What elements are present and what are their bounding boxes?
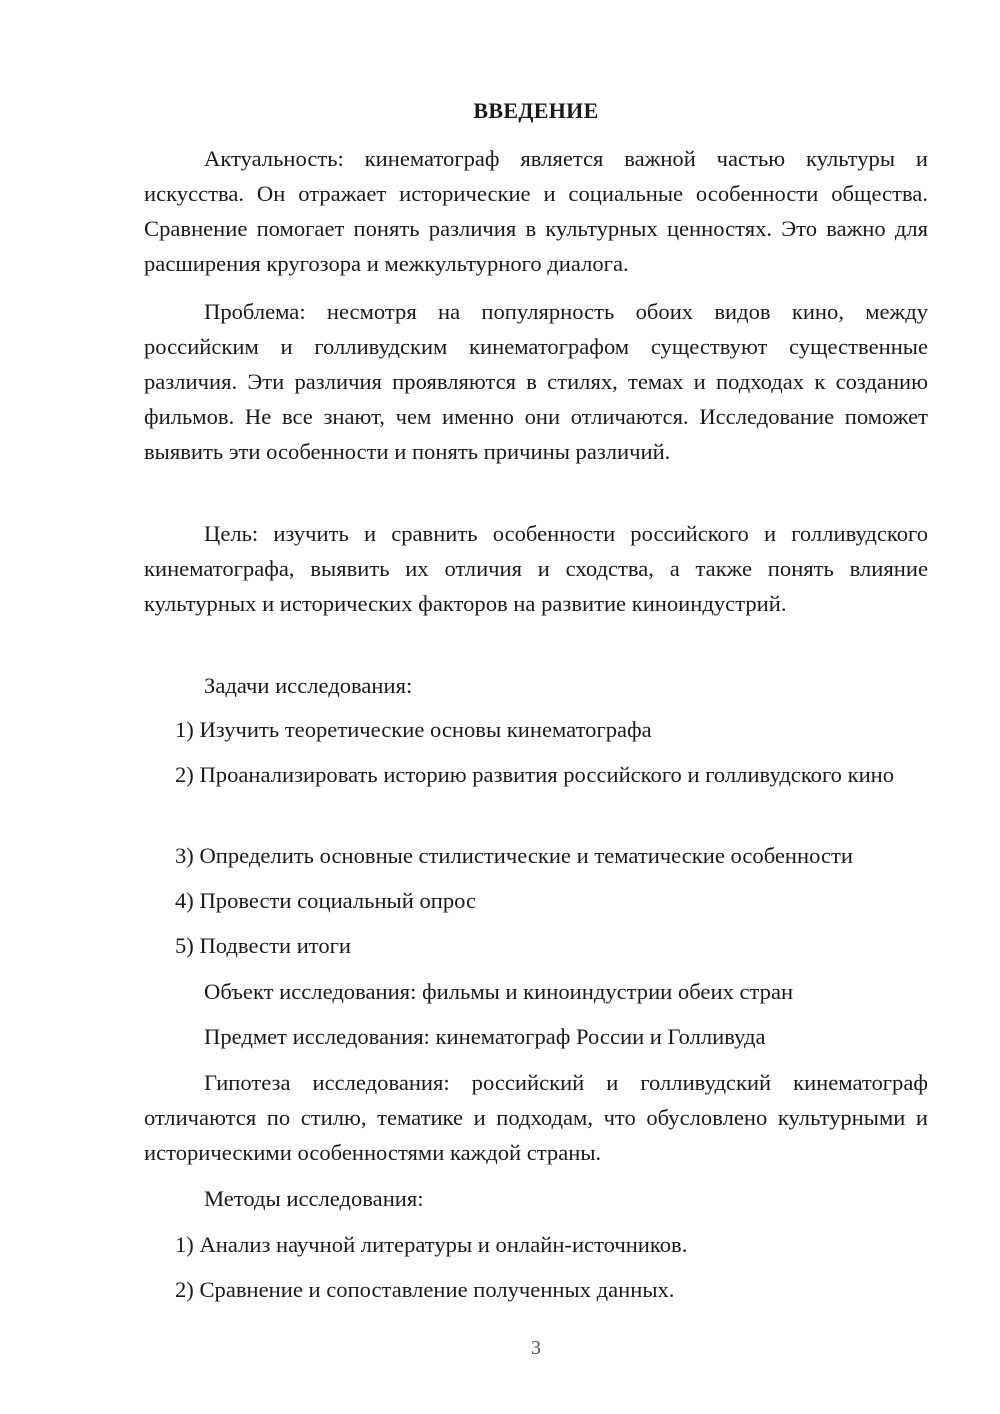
hypothesis-paragraph: Гипотеза исследования: российский и голливудский кинематограф отличаются по стилю, тематике и подходам, что обусловлено культурными и историческими особенностями каждой страны. <box>144 1070 928 1165</box>
methods-heading: Методы исследования: <box>204 1186 424 1211</box>
object-line: Объект исследования: фильмы и киноиндустрии обеих стран <box>204 979 794 1004</box>
subject-line: Предмет исследования: кинематограф России и Голливуда <box>204 1024 766 1049</box>
relevance-paragraph: Актуальность: кинематограф является важной частью культуры и искусства. Он отражает исторические и социальные особенности общества. Сравнение помогает понять различия в культурных ценностях. Это важно для расширения кругозора и межкультурного диалога. <box>144 146 928 276</box>
section-title: ВВЕДЕНИЕ <box>473 98 599 123</box>
goal-paragraph: Цель: изучить и сравнить особенности российского и голливудского кинематографа, выявить их отличия и сходства, а также понять влияние культурных и исторических факторов на развитие киноиндустрий. <box>144 521 928 616</box>
problem-paragraph: Проблема: несмотря на популярность обоих видов кино, между российским и голливудским кинематографом существуют существенные различия. Эти различия проявляются в стилях, темах и подходах к созданию фильмов. Не все знают, чем именно они отличаются. Исследование поможет выявить эти особенности и понять причины различий. <box>144 299 928 464</box>
task-item: 3) Определить основные стилистические и тематические особенности <box>175 843 853 868</box>
task-item: 2) Проанализировать историю развития российского и голливудского кино <box>175 762 895 787</box>
task-item: 1) Изучить теоретические основы кинематографа <box>175 717 652 742</box>
tasks-heading: Задачи исследования: <box>204 673 413 698</box>
task-item: 4) Провести социальный опрос <box>175 888 477 913</box>
method-item: 2) Сравнение и сопоставление полученных данных. <box>175 1277 675 1302</box>
method-item: 1) Анализ научной литературы и онлайн-источников. <box>175 1232 688 1257</box>
task-item: 5) Подвести итоги <box>175 933 352 958</box>
page-number: 3 <box>531 1337 541 1359</box>
